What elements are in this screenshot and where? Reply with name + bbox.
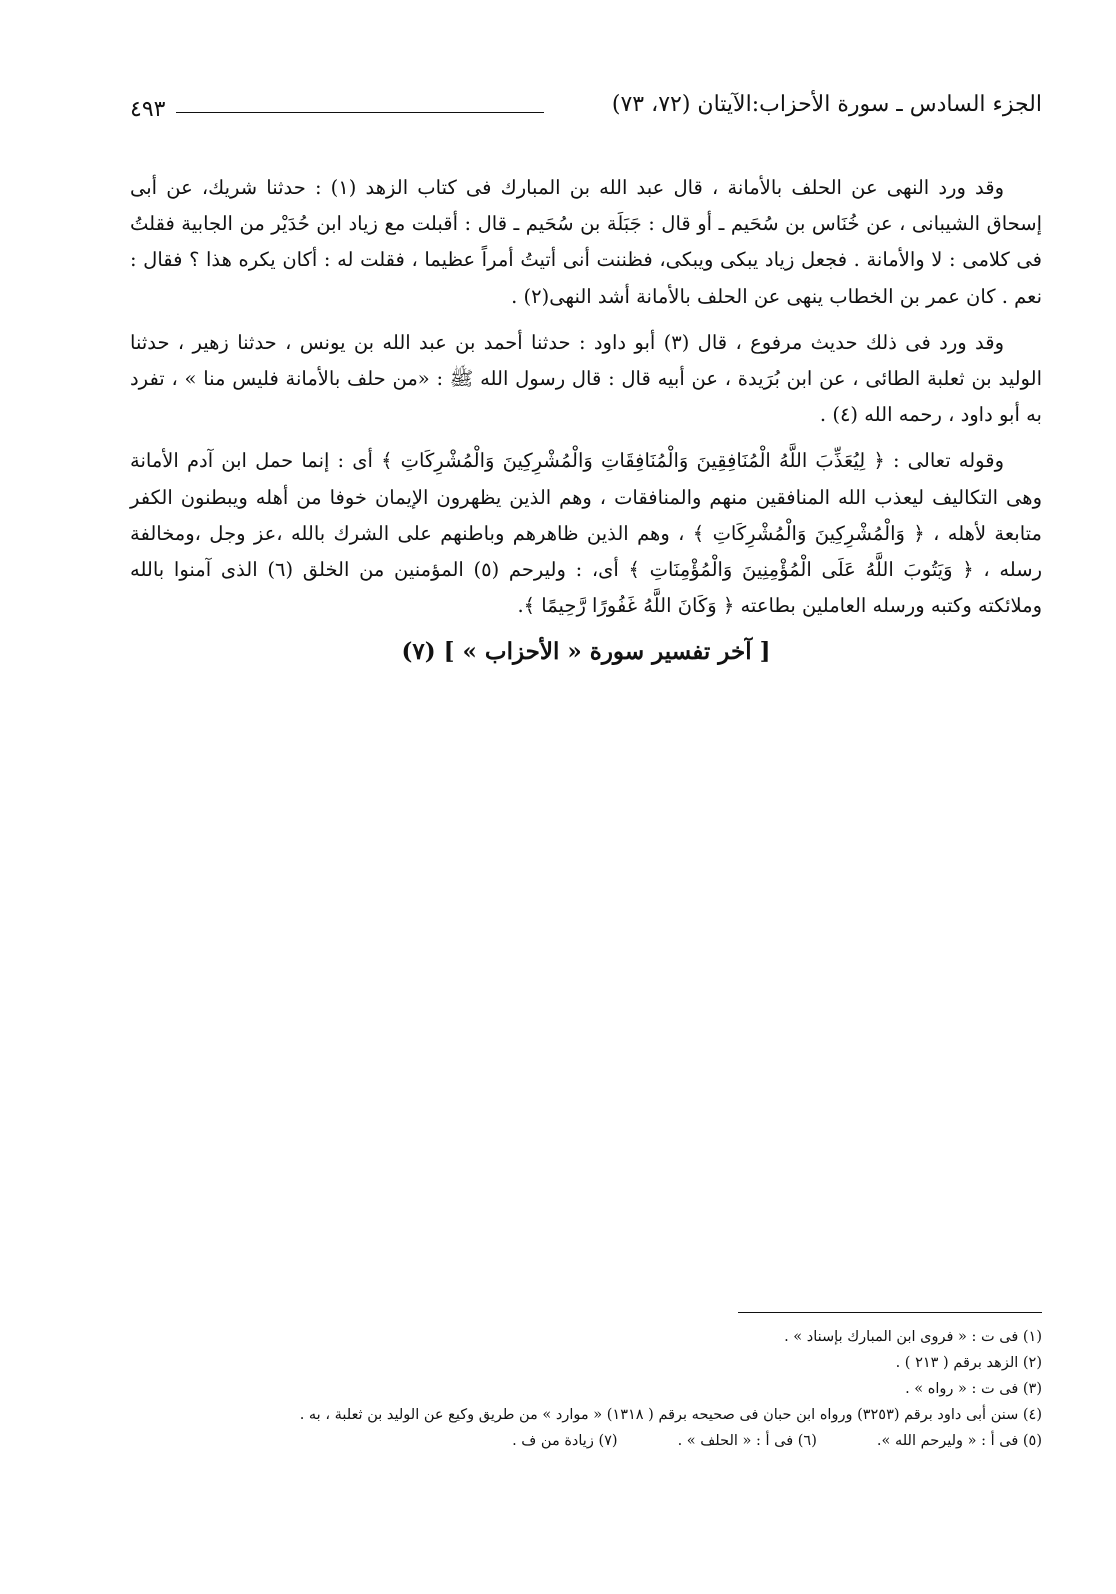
- footnote: (٦) فى أ : « الحلف » .: [677, 1433, 817, 1449]
- footnote: (٤) سنن أبى داود برقم (٣٢٥٣) ورواه ابن حبان فى صحيحه برقم ( ١٣١٨) « موارد » من طريق وكيع عن الوليد بن ثعلبة ، به .: [299, 1407, 1042, 1423]
- paragraph: وقد ورد فى ذلك حديث مرفوع ، قال (٣) أبو داود : حدثنا أحمد بن عبد الله بن يونس ، حدثنا زهير ، حدثنا الوليد بن ثعلبة الطائى ، عن ابن بُرَيدة ، عن أبيه قال : قال رسول الله ﷺ : «من حلف بالأمانة فليس منا » ، تفرد به أبو داود ، رحمه الله (٤) .: [130, 330, 1042, 427]
- footnote-row: [130, 1428, 1042, 1454]
- footnote: (١) فى ت : « فروى ابن المبارك بإسناد » .: [784, 1329, 1042, 1345]
- footnote: (٢) الزهد برقم ( ٢١٣ ) .: [895, 1355, 1042, 1371]
- main-text: [130, 170, 1042, 681]
- footnotes: [130, 1324, 1042, 1454]
- footnote-rule: [738, 1312, 1042, 1313]
- paragraph: وقوله تعالى : ﴿ لِيُعَذِّبَ اللَّهُ الْمُنَافِقِينَ وَالْمُنَافِقَاتِ وَالْمُشْرِكِينَ وَالْمُشْرِكَاتِ ﴾ أى : إنما حمل ابن آدم الأمانة وهى التكاليف ليعذب الله المنافقين منهم والمنافقات ، وهم الذين يظهرون الإيمان خوفا من أهله ويبطنون الكفر متابعة لأهله ، ﴿ وَالْمُشْرِكِينَ وَالْمُشْرِكَاتِ ﴾ ، وهم الذين ظاهرهم وباطنهم على الشرك بالله ،عز وجل ،ومخالفة رسله ، ﴿ وَيَتُوبَ اللَّهُ عَلَى الْمُؤْمِنِينَ وَالْمُؤْمِنَاتِ ﴾ أى، : وليرحم (٥) المؤمنين من الخلق (٦) الذى آمنوا بالله وملائكته وكتبه ورسله العاملين بطاعته ﴿ وَكَانَ اللَّهُ غَفُورًا رَّحِيمًا ﴾.: [130, 449, 1043, 618]
- footnote: (٧) زيادة من ف .: [512, 1433, 618, 1449]
- surah-end-heading: [ آخر تفسير سورة « الأحزاب » ] (٧): [401, 638, 771, 666]
- running-header: الجزء السادس ـ سورة الأحزاب:الآيتان (٧٢، ٧٣): [611, 92, 1042, 117]
- footnote: (٣) فى ت : « رواه » .: [905, 1381, 1042, 1397]
- page-number: ٤٩٣: [130, 97, 166, 122]
- footnote: (٥) فى أ : « وليرحم الله ».: [876, 1433, 1042, 1449]
- header-rule: [176, 112, 544, 113]
- paragraph: وقد ورد النهى عن الحلف بالأمانة ، قال عبد الله بن المبارك فى كتاب الزهد (١) : حدثنا شريك، عن أبى إسحاق الشيبانى ، عن خُنَاس بن سُحَيم ـ أو قال : جَبَلَة بن سُحَيم ـ قال : أقبلت مع زياد ابن حُدَيْر من الجابية فقلتُ فى كلامى : لا والأمانة . فجعل زياد يبكى ويبكى، فظننت أنى أتيتُ أمراً عظيما ، فقلت له : أكان يكره هذا ؟ فقال : نعم . كان عمر بن الخطاب ينهى عن الحلف بالأمانة أشد النهى(٢) .: [130, 176, 1042, 308]
